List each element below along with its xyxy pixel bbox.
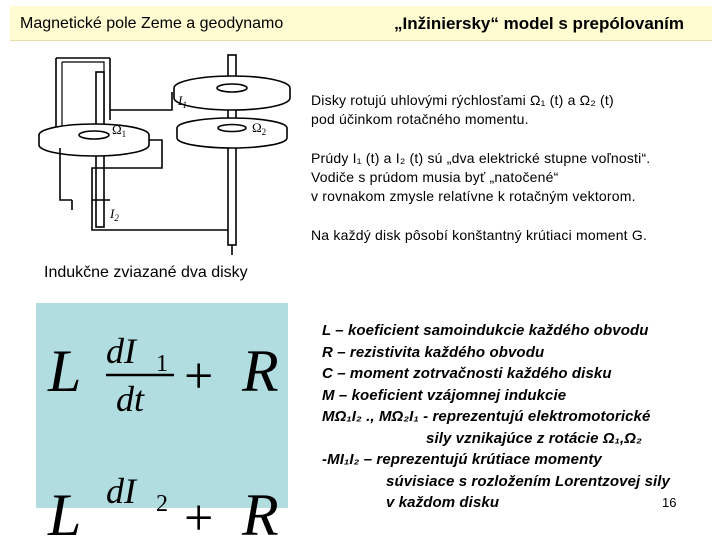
eq2-dI: dI — [106, 471, 136, 511]
def-L: L – koeficient samoindukcie každého obvodu — [322, 322, 649, 339]
eq1-dt: dt — [116, 379, 145, 419]
paragraph-rotation: Disky rotujú uhlovými rýchlosťami Ω₁ (t) a Ω₂ (t) pod účinkom rotačného momentu. — [311, 92, 614, 127]
header-left-title: Magnetické pole Zeme a geodynamo — [20, 15, 284, 32]
label-i2: $I_2$ — [110, 206, 119, 223]
label-omega1: $\Omega_1$ — [112, 122, 127, 139]
def-R: R – rezistivita každého obvodu — [322, 343, 545, 361]
def-C: C – moment zotrvačnosti každého disku — [322, 365, 612, 382]
def-torque-cont2: v každom disku — [386, 494, 500, 511]
eq1-plus: + — [184, 348, 214, 405]
eq1-dI: dI — [106, 331, 136, 371]
def-torque-cont: súvisiace s rozložením Lorentzovej sily — [386, 472, 670, 490]
paragraph-currents: Prúdy I₁ (t) a I₂ (t) sú „dva elektrické stupne voľnosti“. Vodiče s prúdom musia byť „natočené“ v rovnakom zmysle relatívne k rotačným vektorom. — [311, 150, 651, 204]
eq2-L: L — [48, 482, 82, 540]
def-emf-cont: sily vznikajúce z rotácie Ω₁,Ω₂ — [426, 429, 642, 447]
label-i1: $I_1$ — [178, 93, 187, 110]
eq1-L: L — [48, 338, 82, 404]
dynamo-diagram — [32, 50, 300, 262]
eq1-sub: 1 — [156, 351, 168, 377]
paragraph-torque: Na každý disk pôsobí konštantný krútiaci moment G. — [311, 227, 648, 243]
def-emf: MΩ₁I₂ ., MΩ₂I₁ - reprezentujú elektromotorické — [322, 408, 651, 425]
definitions-list — [322, 320, 670, 514]
eq1-R: R — [242, 338, 279, 404]
diagram-caption: Indukčne zviazané dva disky — [44, 264, 248, 281]
def-torque: -MI₁I₂ – reprezentujú krútiace momenty — [322, 451, 602, 468]
eq2-sub: 2 — [156, 491, 168, 517]
eq2-R: R — [242, 482, 279, 540]
page-number: 16 — [662, 495, 677, 510]
label-omega2: $\Omega_2$ — [252, 120, 267, 137]
header-bar — [10, 6, 712, 41]
equation-panel — [36, 303, 288, 540]
header-right-title: „Inžiniersky“ model s prepólovaním — [394, 14, 685, 33]
def-M: M – koeficient vzájomnej indukcie — [322, 386, 567, 404]
eq2-plus: + — [184, 490, 214, 540]
